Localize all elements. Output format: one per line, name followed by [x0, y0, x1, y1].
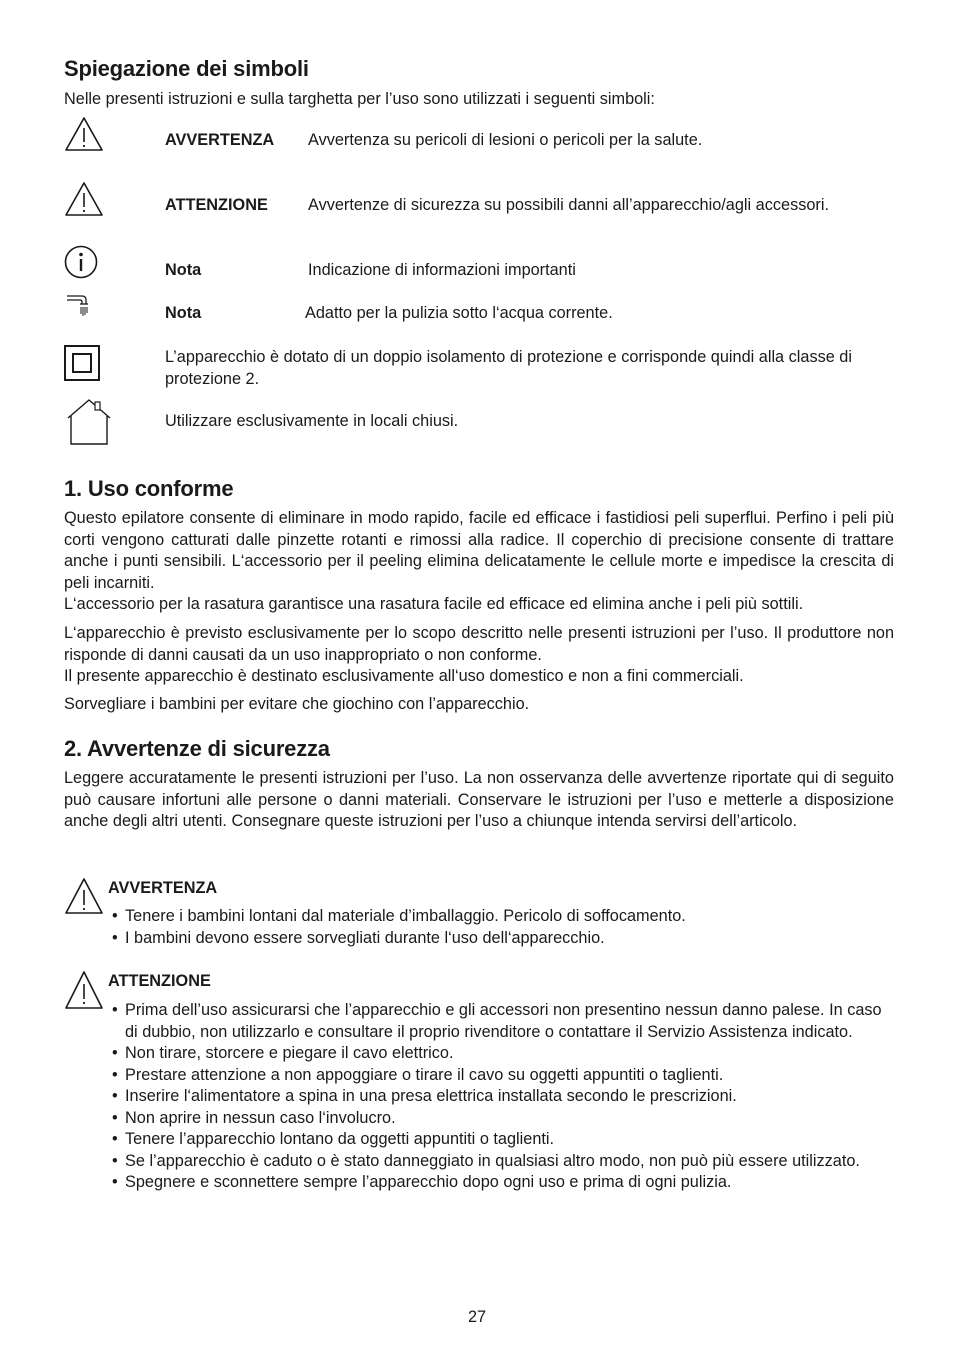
symbol-desc-water: Adatto per la pulizia sotto l‘acqua corrente. — [305, 304, 613, 322]
list-item: • Tenere i bambini lontani dal materiale d’imballaggio. Pericolo di soffocamento. — [112, 906, 892, 928]
list-item: • I bambini devono essere sorvegliati durante l‘uso dell‘apparecchio. — [112, 928, 892, 950]
indoor-house-icon — [66, 398, 112, 451]
symbol-desc-double-insulation: L’apparecchio è dotato di un doppio isolamento di protezione e corrisponde quindi alla classe di protezione 2. — [165, 348, 852, 388]
symbol-label-warning: AVVERTENZA — [165, 131, 275, 149]
section2-intro: Leggere accuratamente le presenti istruzioni per l’uso. La non osservanza delle avvertenze riportate qui di seguito può causare infortuni alle persone o danni materiali. Conservare le istruzioni per l’uso e metterle a disposizione anche degli altri utenti. Consegnare queste istruzioni per l’uso a chiunque intenda servirsi dell’articolo. — [64, 769, 894, 830]
section1-paragraph-3: Sorvegliare i bambini per evitare che giochino con l’apparecchio. — [64, 695, 530, 713]
warning-triangle-icon — [64, 116, 104, 157]
list-item: • Non tirare, storcere e piegare il cavo elettrico. — [112, 1043, 892, 1065]
symbol-desc-indoor: Utilizzare esclusivamente in locali chiusi. — [165, 412, 459, 430]
info-icon — [64, 245, 98, 284]
section1-paragraph-2b: Il presente apparecchio è destinato esclusivamente all‘uso domestico e non a fini commerciali. — [64, 667, 744, 685]
symbol-label-water-note: Nota — [165, 304, 202, 322]
section1-title: 1. Uso conforme — [64, 476, 234, 501]
caution-list — [112, 1000, 892, 1194]
warning-triangle-icon — [64, 970, 104, 1015]
list-item: • Spegnere e sconnettere sempre l’apparecchio dopo ogni uso e prima di ogni pulizia. — [112, 1172, 892, 1194]
warning-block-label: AVVERTENZA — [108, 879, 218, 897]
list-item: • Tenere l’apparecchio lontano da oggetti appuntiti o taglienti. — [112, 1129, 892, 1151]
running-water-icon — [66, 292, 96, 323]
double-insulation-icon — [64, 345, 100, 386]
list-item: • Se l’apparecchio è caduto o è stato danneggiato in qualsiasi altro modo, non può più essere utilizzato. — [112, 1151, 892, 1173]
list-item: • Inserire l‘alimentatore a spina in una presa elettrica installata secondo le prescrizioni. — [112, 1086, 892, 1108]
list-item: • Prestare attenzione a non appoggiare o tirare il cavo su oggetti appuntiti o taglienti. — [112, 1065, 892, 1087]
list-item: • Non aprire in nessun caso l‘involucro. — [112, 1108, 892, 1130]
list-item: • Prima dell’uso assicurarsi che l’apparecchio e gli accessori non presentino nessun danno palese. In caso di dubbio, non utilizzarlo e consultare il proprio rivenditore o contattare il Servizio Assistenza indicato. — [112, 1000, 892, 1043]
symbols-section-title: Spiegazione dei simboli — [64, 56, 309, 81]
section1-paragraph-1: Questo epilatore consente di eliminare in modo rapido, facile ed efficace i fastidiosi peli superflui. Perfino i peli più corti vengono catturati dalle pinzette rotanti e rimossi alla radice. Il coperchio di precisione consente di trattare anche i punti sensibili. L‘accessorio per il peeling elimina delicatamente le cellule morte e impedisce la crescita di peli incarniti. — [64, 509, 894, 592]
warning-triangle-icon — [64, 181, 104, 222]
section1-paragraph-2: L‘apparecchio è previsto esclusivamente per lo scopo descritto nelle presenti istruzioni per l’uso. Il produttore non risponde di danni causati da un uso inappropriato o non conforme. — [64, 624, 894, 664]
section1-paragraph-1b: L‘accessorio per la rasatura garantisce una rasatura facile ed efficace ed elimina anche i peli più sottili. — [64, 595, 804, 613]
symbol-label-note: Nota — [165, 261, 202, 279]
page-number: 27 — [467, 1308, 487, 1326]
warning-triangle-icon — [64, 877, 104, 920]
section2-title: 2. Avvertenze di sicurezza — [64, 736, 330, 761]
caution-block-label: ATTENZIONE — [108, 972, 211, 990]
symbol-desc-note: Indicazione di informazioni importanti — [308, 261, 576, 279]
symbol-label-caution: ATTENZIONE — [165, 196, 268, 214]
symbol-desc-warning: Avvertenza su pericoli di lesioni o pericoli per la salute. — [308, 131, 703, 149]
symbols-intro: Nelle presenti istruzioni e sulla targhetta per l’uso sono utilizzati i seguenti simboli: — [64, 90, 655, 108]
symbol-desc-caution: Avvertenze di sicurezza su possibili danni all’apparecchio/agli accessori. — [308, 196, 829, 214]
warning-list — [112, 906, 892, 949]
